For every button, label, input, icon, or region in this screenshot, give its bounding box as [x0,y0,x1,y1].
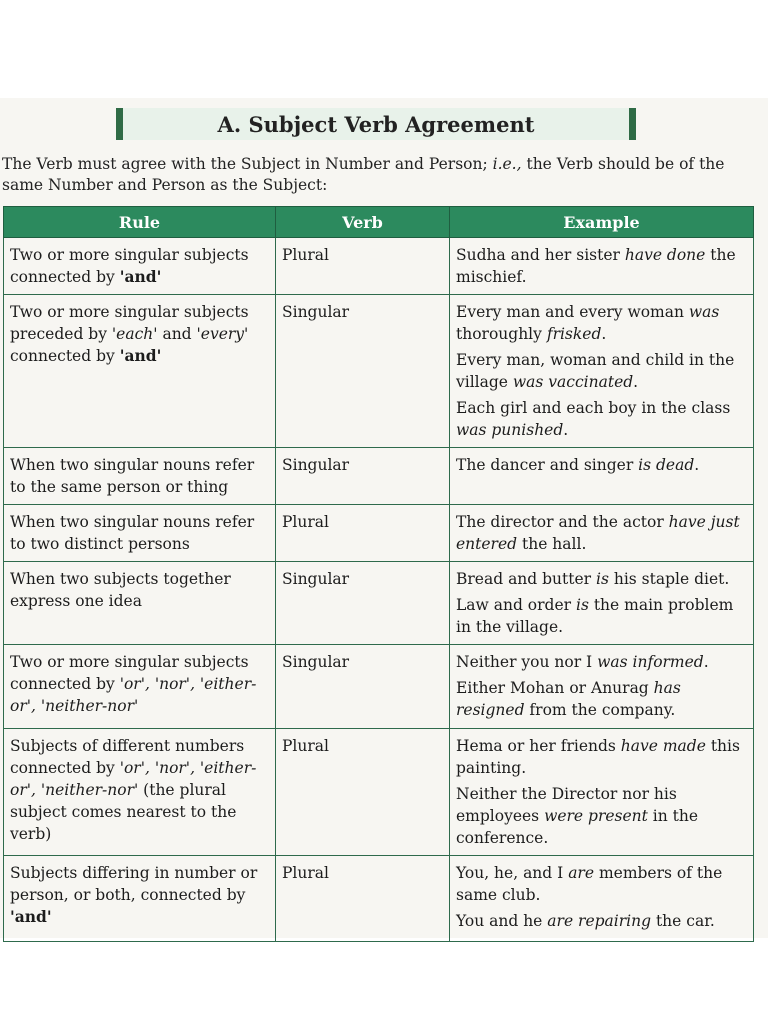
example-text: You, he, and I are members of the same club. [456,864,723,904]
section-title: A. Subject Verb Agreement [217,111,535,137]
example-text: You and he are repairing the car. [456,912,715,930]
example-cell [450,238,754,295]
verb-cell: Singular [276,448,450,505]
example-text: Every man, woman and child in the village was vaccinated. [456,351,735,391]
table-row [4,645,754,729]
rule-cell: Two or more singular subjects preceded by 'each' and 'every' connected by 'and' [4,295,276,448]
verb-cell: Plural [276,238,450,295]
example-text: Hema or her friends have made this painting. [456,737,740,777]
table-row [4,238,754,295]
table-row [4,729,754,856]
intro-text [2,154,762,196]
rule-cell: When two singular nouns refer to the same person or thing [4,448,276,505]
section-title-bar [116,108,636,140]
table-row [4,448,754,505]
rule-cell: Subjects differing in number or person, or both, connected by 'and' [4,856,276,942]
verb-cell: Singular [276,295,450,448]
example-text: The dancer and singer is dead. [456,456,700,474]
example-cell [450,448,754,505]
table-row [4,505,754,562]
table-row [4,295,754,448]
intro-line1-post: the Verb should be of the [521,155,725,173]
example-text: Each girl and each boy in the class was punished. [456,399,731,439]
intro-line1-pre: The Verb must agree with the Subject in Number and Person; [2,155,493,173]
example-cell [450,856,754,942]
example-cell [450,645,754,729]
verb-cell: Plural [276,729,450,856]
agreement-table [3,206,754,942]
table-row [4,856,754,942]
rule-cell: When two singular nouns refer to two distinct persons [4,505,276,562]
example-cell [450,295,754,448]
table-row [4,562,754,645]
verb-cell: Plural [276,856,450,942]
example-text: Sudha and her sister have done the mischief. [456,246,736,286]
example-text: Every man and every woman was thoroughly frisked. [456,303,720,343]
header-example: Example [450,207,754,238]
example-text: Neither the Director nor his employees were present in the conference. [456,785,699,847]
intro-line2: same Number and Person as the Subject: [2,176,328,194]
example-text: The director and the actor have just entered the hall. [456,513,740,553]
verb-cell: Singular [276,562,450,645]
document-page [0,98,768,938]
example-cell [450,505,754,562]
rule-cell: Two or more singular subjects connected by 'or', 'nor', 'either-or', 'neither-nor' [4,645,276,729]
example-text: Neither you nor I was informed. [456,653,709,671]
intro-ie: i.e., [492,155,522,173]
rule-cell: Subjects of different numbers connected by 'or', 'nor', 'either-or', 'neither-nor' (the plural subject comes nearest to the verb) [4,729,276,856]
example-cell [450,729,754,856]
table-header-row [4,207,754,238]
rule-cell: Two or more singular subjects connected by 'and' [4,238,276,295]
example-text: Law and order is the main problem in the village. [456,596,734,636]
example-cell [450,562,754,645]
rule-cell: When two subjects together express one idea [4,562,276,645]
verb-cell: Plural [276,505,450,562]
verb-cell: Singular [276,645,450,729]
header-rule: Rule [4,207,276,238]
header-verb: Verb [276,207,450,238]
example-text: Bread and butter is his staple diet. [456,570,730,588]
example-text: Either Mohan or Anurag has resigned from the company. [456,679,681,719]
